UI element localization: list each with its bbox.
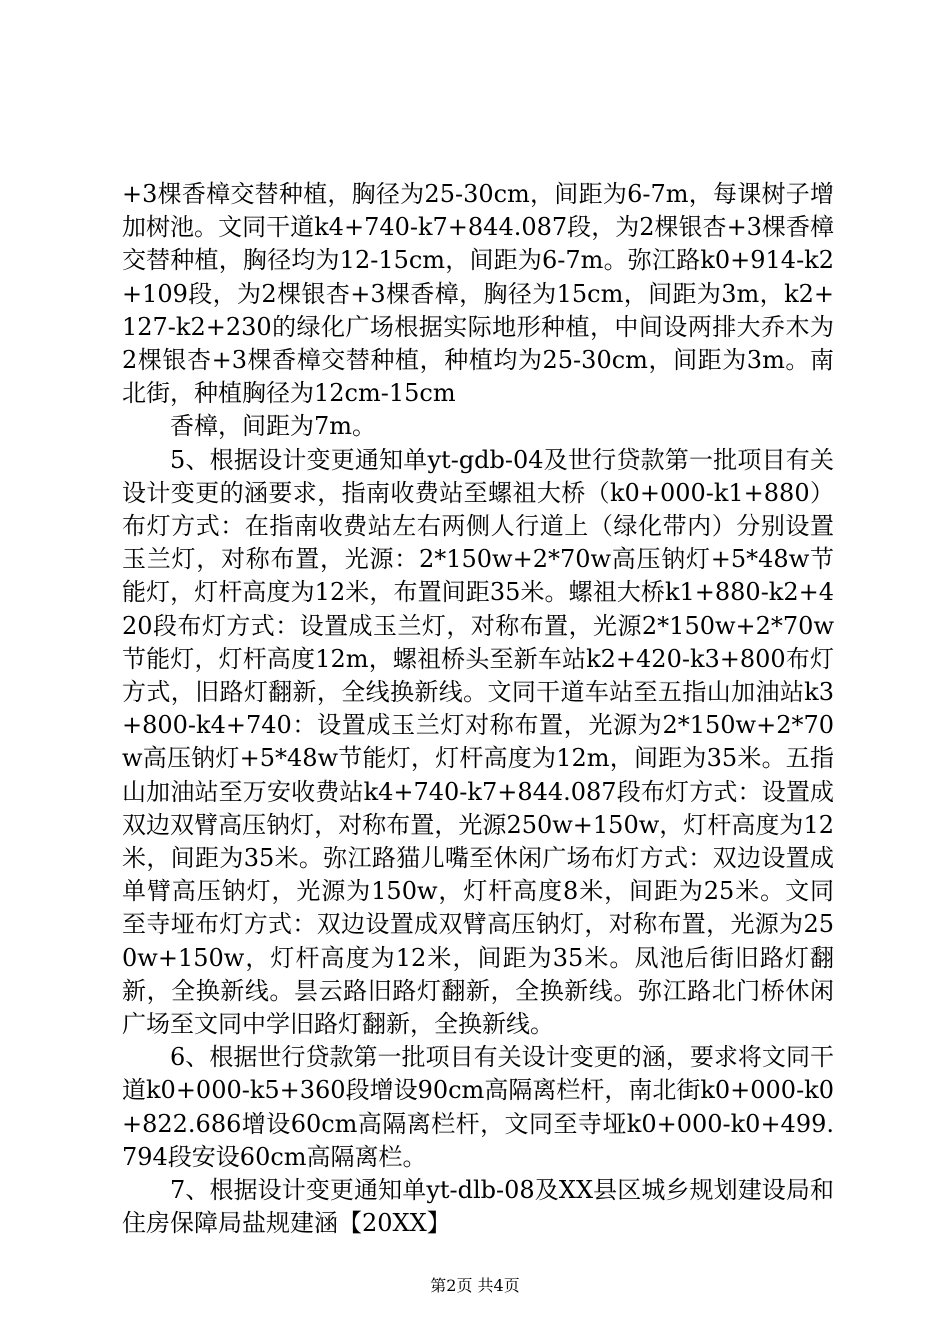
paragraph-item-7: 7、根据设计变更通知单yt-dlb-08及XX县区城乡规划建设局和住房保障局盐规建涵【20XX】 — [122, 1176, 834, 1238]
page-number-footer: 第2页 共4页 — [430, 1276, 520, 1295]
paragraph-item-5-lighting: 5、根据设计变更通知单yt-gdb-04及世行贷款第一批项目有关设计变更的涵要求，指南收费站至螺祖大桥（k0+000-k1+880）布灯方式：在指南收费站左右两侧人行道上（绿化带内）分别设置玉兰灯，对称布置，光源：2*150w+2*70w高压钠灯+5*48w节能灯，灯杆高度为12米，布置间距35米。螺祖大桥k1+880-k2+420段布灯方式：设置成玉兰灯，对称布置，光源2*150w+2*70w节能灯，灯杆高度12m，螺祖桥头至新车站k2+420-k3+800布灯方式，旧路灯翻新，全线换新线。文同干道车站至五指山加油站k3+800-k4+740：设置成玉兰灯对称布置，光源为2*150w+2*70w高压钠灯+5*48w节能灯，灯杆高度为12m，间距为35米。五指山加油站至万安收费站k4+740-k7+844.087段布灯方式：设置成双边双臂高压钠灯，对称布置，光源250w+150w，灯杆高度为12米，间距为35米。弥江路猫儿嘴至休闲广场布灯方式：双边设置成单臂高压钠灯，光源为150w，灯杆高度8米，间距为25米。文同至寺垭布灯方式：双边设置成双臂高压钠灯，对称布置，光源为250w+150w，灯杆高度为12米，间距为35米。凤池后街旧路灯翻新，全换新线。昙云路旧路灯翻新，全换新线。弥江路北门桥休闲广场至文同中学旧路灯翻新，全换新线。 — [122, 445, 834, 1039]
paragraph-greening-tail: 香樟，间距为7m。 — [170, 412, 377, 441]
paragraph-item-6-barriers: 6、根据世行贷款第一批项目有关设计变更的涵，要求将文同干道k0+000-k5+360段增设90cm高隔离栏杆，南北街k0+000-k0+822.686增设60cm高隔离栏杆，文同至寺垭k0+000-k0+499.794段安设60cm高隔离栏。 — [122, 1043, 834, 1171]
paragraph-greening-continued: +3棵香樟交替种植，胸径为25-30cm，间距为6-7m，每课树子增加树池。文同干道k4+740-k7+844.087段，为2棵银杏+3棵香樟交替种植，胸径均为12-15cm，间距为6-7m。弥江路k0+914-k2+109段，为2棵银杏+3棵香樟，胸径为15cm，间距为3m，k2+127-k2+230的绿化广场根据实际地形种植，中间设两排大乔木为2棵银杏+3棵香樟交替种植，种植均为25-30cm，间距为3m。南北街，种植胸径为12cm-15cm — [122, 180, 834, 408]
document-body — [122, 178, 834, 1241]
